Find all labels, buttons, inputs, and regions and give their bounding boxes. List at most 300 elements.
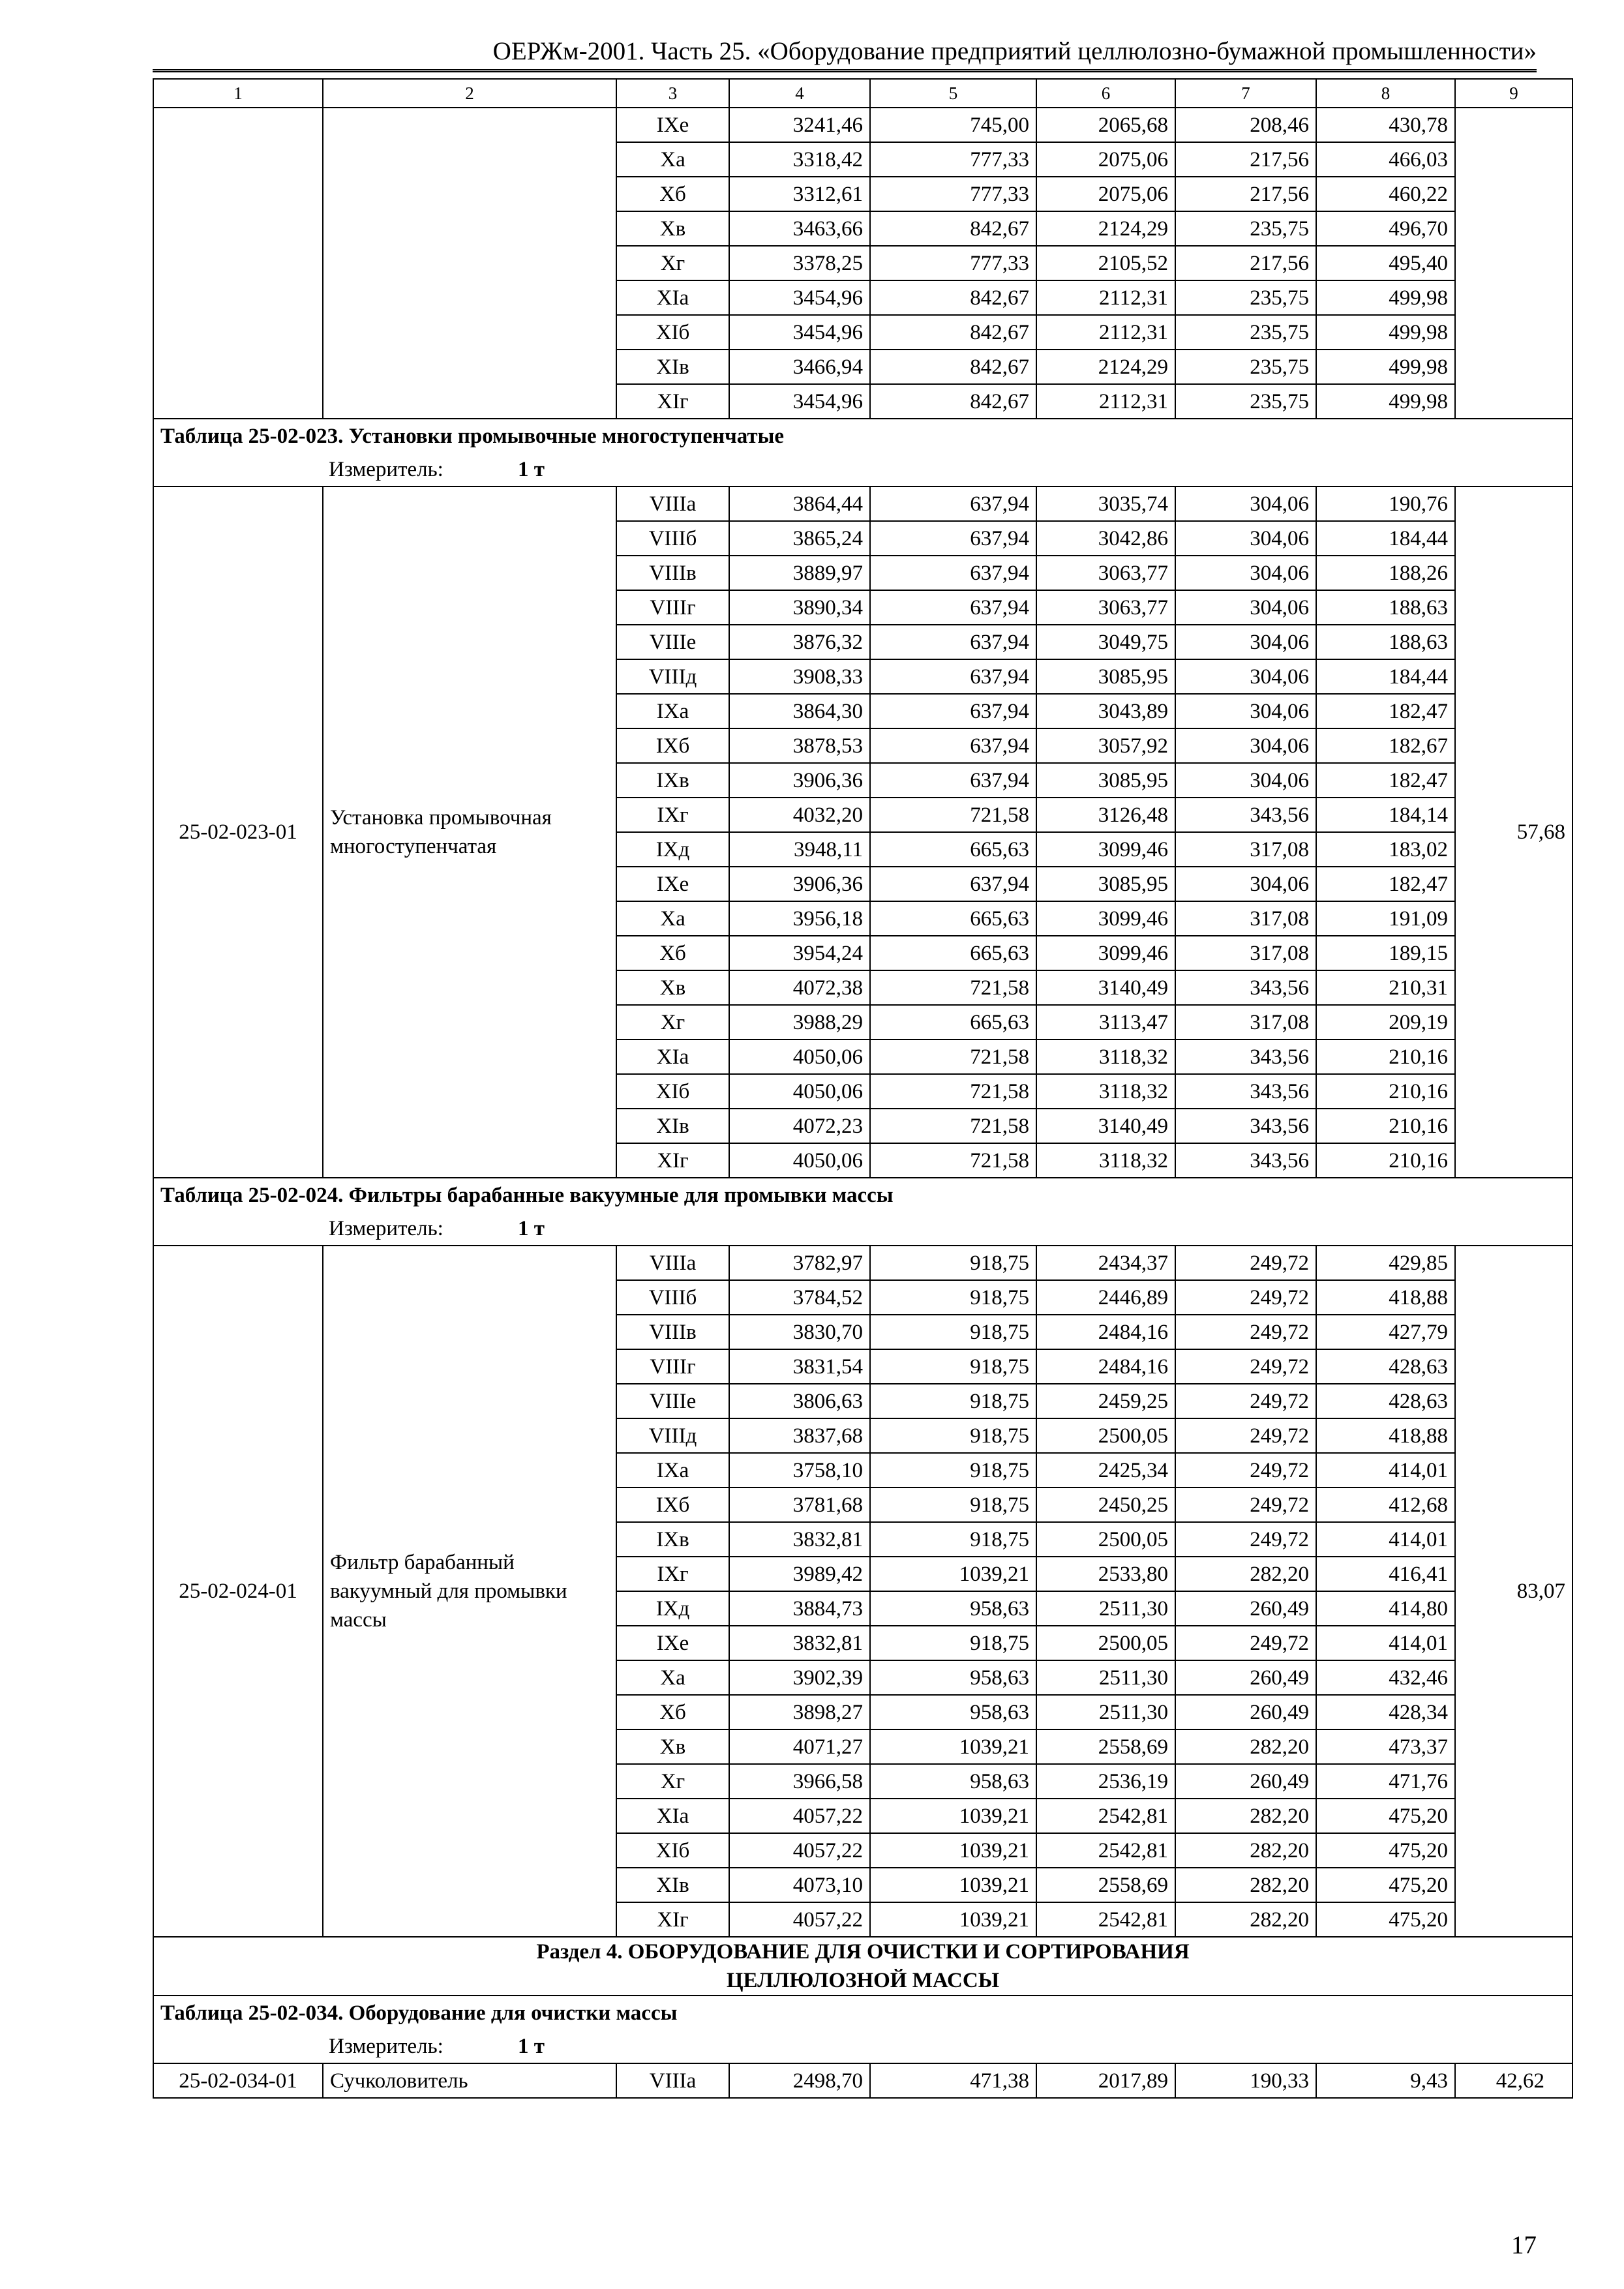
- measure-label: Измеритель:: [329, 1216, 444, 1240]
- value-cell: 3989,42: [729, 1557, 870, 1591]
- value-cell: 3140,49: [1036, 970, 1175, 1005]
- value-cell: 412,68: [1316, 1488, 1455, 1522]
- value-cell: 249,72: [1175, 1280, 1316, 1315]
- value-cell: 4057,22: [729, 1833, 870, 1868]
- value-cell: 745,00: [870, 108, 1036, 142]
- value-cell: 3042,86: [1036, 521, 1175, 556]
- value-cell: 3035,74: [1036, 486, 1175, 521]
- value-cell: 958,63: [870, 1591, 1036, 1626]
- value-cell: 343,56: [1175, 1143, 1316, 1178]
- value-cell: 3758,10: [729, 1453, 870, 1488]
- value-cell: 414,01: [1316, 1522, 1455, 1557]
- value-cell: 1039,21: [870, 1833, 1036, 1868]
- region-cell: XIб: [616, 315, 729, 350]
- value-cell: 665,63: [870, 901, 1036, 936]
- value-cell: 427,79: [1316, 1315, 1455, 1349]
- region-cell: VIIIд: [616, 1418, 729, 1453]
- value-cell: 721,58: [870, 1040, 1036, 1074]
- value-cell: 2450,25: [1036, 1488, 1175, 1522]
- value-cell: 414,80: [1316, 1591, 1455, 1626]
- value-cell: 3806,63: [729, 1384, 870, 1418]
- value-cell: 918,75: [870, 1488, 1036, 1522]
- value-cell: 495,40: [1316, 246, 1455, 280]
- measure-cell: [153, 453, 1572, 486]
- column-number: 9: [1455, 79, 1572, 108]
- value-cell: 4072,38: [729, 970, 870, 1005]
- value-cell: 3889,97: [729, 556, 870, 590]
- value-cell: 842,67: [870, 280, 1036, 315]
- table-title: Таблица 25-02-023. Установки промывочные многоступенчатые: [153, 419, 1572, 453]
- value-cell: 182,47: [1316, 694, 1455, 728]
- value-cell: 842,67: [870, 315, 1036, 350]
- value-cell: 3099,46: [1036, 832, 1175, 867]
- value-cell: 249,72: [1175, 1453, 1316, 1488]
- table-title-row: [153, 1178, 1572, 1212]
- region-cell: VIIIа: [616, 2063, 729, 2098]
- rate-code: 25-02-034-01: [153, 2063, 323, 2098]
- column-number: 5: [870, 79, 1036, 108]
- value-cell: 637,94: [870, 625, 1036, 659]
- value-cell: 2105,52: [1036, 246, 1175, 280]
- value-cell: 3118,32: [1036, 1143, 1175, 1178]
- value-cell: 2459,25: [1036, 1384, 1175, 1418]
- value-cell: 3832,81: [729, 1626, 870, 1660]
- value-cell: 3864,44: [729, 486, 870, 521]
- value-cell: 721,58: [870, 1143, 1036, 1178]
- value-cell: 430,78: [1316, 108, 1455, 142]
- section-heading-row: [153, 1937, 1572, 1996]
- value-cell: 182,47: [1316, 763, 1455, 798]
- value-cell: 637,94: [870, 590, 1036, 625]
- region-cell: IXв: [616, 763, 729, 798]
- region-cell: VIIIб: [616, 521, 729, 556]
- value-cell: 3966,58: [729, 1764, 870, 1799]
- measure-value: 1 т: [518, 1216, 545, 1240]
- value-cell: 3782,97: [729, 1246, 870, 1280]
- value-cell: 475,20: [1316, 1902, 1455, 1937]
- region-cell: IXг: [616, 1557, 729, 1591]
- value-cell: 3898,27: [729, 1695, 870, 1729]
- value-cell: 3454,96: [729, 315, 870, 350]
- value-cell: 918,75: [870, 1418, 1036, 1453]
- region-cell: Xа: [616, 901, 729, 936]
- region-cell: XIа: [616, 280, 729, 315]
- value-cell: 304,06: [1175, 556, 1316, 590]
- value-cell: 2558,69: [1036, 1729, 1175, 1764]
- value-cell: 665,63: [870, 936, 1036, 970]
- region-cell: Xб: [616, 936, 729, 970]
- value-cell: 637,94: [870, 728, 1036, 763]
- value-cell: 418,88: [1316, 1280, 1455, 1315]
- value-cell: 1039,21: [870, 1729, 1036, 1764]
- value-cell: 191,09: [1316, 901, 1455, 936]
- value-cell: 918,75: [870, 1246, 1036, 1280]
- value-cell: 3057,92: [1036, 728, 1175, 763]
- value-cell: 3466,94: [729, 350, 870, 384]
- value-cell: 235,75: [1175, 350, 1316, 384]
- region-cell: Xа: [616, 142, 729, 177]
- value-cell: 2065,68: [1036, 108, 1175, 142]
- region-cell: Xг: [616, 1764, 729, 1799]
- value-cell: 343,56: [1175, 970, 1316, 1005]
- value-cell: 428,63: [1316, 1349, 1455, 1384]
- value-cell: 471,76: [1316, 1764, 1455, 1799]
- value-cell: 2558,69: [1036, 1868, 1175, 1902]
- value-cell: 958,63: [870, 1660, 1036, 1695]
- value-cell: 3126,48: [1036, 798, 1175, 832]
- col9-cell-empty: [1455, 108, 1572, 419]
- section-heading: [153, 1937, 1572, 1996]
- value-cell: 4073,10: [729, 1868, 870, 1902]
- region-cell: XIа: [616, 1040, 729, 1074]
- value-cell: 282,20: [1175, 1833, 1316, 1868]
- column-number: 6: [1036, 79, 1175, 108]
- value-cell: 3784,52: [729, 1280, 870, 1315]
- measure-label: Измеритель:: [329, 457, 444, 481]
- value-cell: 210,31: [1316, 970, 1455, 1005]
- value-cell: 637,94: [870, 556, 1036, 590]
- region-cell: XIв: [616, 1868, 729, 1902]
- value-cell: 304,06: [1175, 659, 1316, 694]
- value-cell: 416,41: [1316, 1557, 1455, 1591]
- value-cell: 235,75: [1175, 211, 1316, 246]
- value-cell: 1039,21: [870, 1868, 1036, 1902]
- value-cell: 4072,23: [729, 1109, 870, 1143]
- value-cell: 317,08: [1175, 832, 1316, 867]
- value-cell: 842,67: [870, 350, 1036, 384]
- value-cell: 3902,39: [729, 1660, 870, 1695]
- value-cell: 249,72: [1175, 1522, 1316, 1557]
- value-cell: 282,20: [1175, 1902, 1316, 1937]
- region-cell: Xв: [616, 211, 729, 246]
- value-cell: 4071,27: [729, 1729, 870, 1764]
- value-cell: 475,20: [1316, 1833, 1455, 1868]
- value-cell: 343,56: [1175, 1040, 1316, 1074]
- value-cell: 473,37: [1316, 1729, 1455, 1764]
- region-cell: IXб: [616, 728, 729, 763]
- value-cell: 1039,21: [870, 1799, 1036, 1833]
- region-cell: VIIIа: [616, 486, 729, 521]
- column-number: 3: [616, 79, 729, 108]
- value-cell: 260,49: [1175, 1764, 1316, 1799]
- value-cell: 414,01: [1316, 1626, 1455, 1660]
- value-cell: 304,06: [1175, 486, 1316, 521]
- value-cell: 282,20: [1175, 1557, 1316, 1591]
- region-cell: IXа: [616, 694, 729, 728]
- value-cell: 918,75: [870, 1384, 1036, 1418]
- region-cell: VIIIг: [616, 590, 729, 625]
- value-cell: 3463,66: [729, 211, 870, 246]
- region-cell: XIв: [616, 1109, 729, 1143]
- value-cell: 3906,36: [729, 867, 870, 901]
- column-number: 4: [729, 79, 870, 108]
- value-cell: 637,94: [870, 763, 1036, 798]
- value-cell: 3063,77: [1036, 556, 1175, 590]
- region-cell: XIа: [616, 1799, 729, 1833]
- column-number: 1: [153, 79, 323, 108]
- value-cell: 3956,18: [729, 901, 870, 936]
- value-cell: 2017,89: [1036, 2063, 1175, 2098]
- value-cell: 665,63: [870, 832, 1036, 867]
- value-cell: 3831,54: [729, 1349, 870, 1384]
- value-cell: 2511,30: [1036, 1695, 1175, 1729]
- col9-value: 83,07: [1455, 1246, 1572, 1937]
- value-cell: 249,72: [1175, 1246, 1316, 1280]
- value-cell: 188,26: [1316, 556, 1455, 590]
- value-cell: 2500,05: [1036, 1418, 1175, 1453]
- region-cell: VIIIе: [616, 625, 729, 659]
- table-title: Таблица 25-02-034. Оборудование для очистки массы: [153, 1996, 1572, 2029]
- rate-name: Установка промывочная многоступенчатая: [323, 486, 616, 1178]
- value-cell: 210,16: [1316, 1109, 1455, 1143]
- value-cell: 317,08: [1175, 1005, 1316, 1040]
- value-cell: 3118,32: [1036, 1040, 1175, 1074]
- region-cell: IXа: [616, 1453, 729, 1488]
- col9-value: 42,62: [1455, 2063, 1572, 2098]
- value-cell: 842,67: [870, 211, 1036, 246]
- value-cell: 249,72: [1175, 1418, 1316, 1453]
- region-cell: Xб: [616, 1695, 729, 1729]
- value-cell: 2446,89: [1036, 1280, 1175, 1315]
- value-cell: 3085,95: [1036, 867, 1175, 901]
- value-cell: 2075,06: [1036, 142, 1175, 177]
- region-cell: Xб: [616, 177, 729, 211]
- name-cell-empty: [323, 108, 616, 419]
- table-title-row: [153, 1996, 1572, 2029]
- value-cell: 2542,81: [1036, 1799, 1175, 1833]
- measure-cell: [153, 2029, 1572, 2063]
- value-cell: 210,16: [1316, 1074, 1455, 1109]
- value-cell: 428,34: [1316, 1695, 1455, 1729]
- value-cell: 210,16: [1316, 1040, 1455, 1074]
- value-cell: 2500,05: [1036, 1626, 1175, 1660]
- value-cell: 4050,06: [729, 1074, 870, 1109]
- value-cell: 217,56: [1175, 246, 1316, 280]
- value-cell: 2511,30: [1036, 1591, 1175, 1626]
- value-cell: 499,98: [1316, 315, 1455, 350]
- value-cell: 637,94: [870, 694, 1036, 728]
- value-cell: 4057,22: [729, 1902, 870, 1937]
- value-cell: 721,58: [870, 798, 1036, 832]
- value-cell: 3312,61: [729, 177, 870, 211]
- value-cell: 183,02: [1316, 832, 1455, 867]
- region-cell: VIIIе: [616, 1384, 729, 1418]
- value-cell: 918,75: [870, 1626, 1036, 1660]
- region-cell: XIб: [616, 1833, 729, 1868]
- value-cell: 3085,95: [1036, 659, 1175, 694]
- value-cell: 235,75: [1175, 315, 1316, 350]
- value-cell: 190,76: [1316, 486, 1455, 521]
- table-title: Таблица 25-02-024. Фильтры барабанные вакуумные для промывки массы: [153, 1178, 1572, 1212]
- value-cell: 217,56: [1175, 142, 1316, 177]
- value-cell: 432,46: [1316, 1660, 1455, 1695]
- rate-code: 25-02-023-01: [153, 486, 323, 1178]
- value-cell: 721,58: [870, 1074, 1036, 1109]
- value-cell: 3454,96: [729, 280, 870, 315]
- value-cell: 466,03: [1316, 142, 1455, 177]
- value-cell: 249,72: [1175, 1349, 1316, 1384]
- rates-table: [153, 78, 1573, 2099]
- value-cell: 304,06: [1175, 521, 1316, 556]
- value-cell: 304,06: [1175, 763, 1316, 798]
- value-cell: 637,94: [870, 486, 1036, 521]
- section-heading-line: Раздел 4. ОБОРУДОВАНИЕ ДЛЯ ОЧИСТКИ И СОРТИРОВАНИЯ: [536, 1940, 1190, 1964]
- value-cell: 3988,29: [729, 1005, 870, 1040]
- value-cell: 260,49: [1175, 1695, 1316, 1729]
- region-cell: VIIIа: [616, 1246, 729, 1280]
- value-cell: 777,33: [870, 246, 1036, 280]
- value-cell: 3781,68: [729, 1488, 870, 1522]
- value-cell: 637,94: [870, 867, 1036, 901]
- value-cell: 2542,81: [1036, 1833, 1175, 1868]
- value-cell: 958,63: [870, 1764, 1036, 1799]
- measure-cell: [153, 1212, 1572, 1246]
- region-cell: IXе: [616, 867, 729, 901]
- value-cell: 721,58: [870, 970, 1036, 1005]
- value-cell: 304,06: [1175, 590, 1316, 625]
- value-cell: 4032,20: [729, 798, 870, 832]
- value-cell: 4050,06: [729, 1143, 870, 1178]
- value-cell: 343,56: [1175, 1074, 1316, 1109]
- value-cell: 460,22: [1316, 177, 1455, 211]
- value-cell: 842,67: [870, 384, 1036, 419]
- value-cell: 2536,19: [1036, 1764, 1175, 1799]
- value-cell: 3063,77: [1036, 590, 1175, 625]
- measure-label: Измеритель:: [329, 2034, 444, 2058]
- region-cell: VIIIд: [616, 659, 729, 694]
- value-cell: 343,56: [1175, 798, 1316, 832]
- page-number: 17: [1511, 2231, 1537, 2259]
- value-cell: 3948,11: [729, 832, 870, 867]
- value-cell: 2124,29: [1036, 211, 1175, 246]
- value-cell: 777,33: [870, 177, 1036, 211]
- value-cell: 3864,30: [729, 694, 870, 728]
- value-cell: 918,75: [870, 1315, 1036, 1349]
- value-cell: 3241,46: [729, 108, 870, 142]
- region-cell: Xа: [616, 1660, 729, 1695]
- value-cell: 260,49: [1175, 1591, 1316, 1626]
- value-cell: 475,20: [1316, 1799, 1455, 1833]
- region-cell: IXб: [616, 1488, 729, 1522]
- value-cell: 9,43: [1316, 2063, 1455, 2098]
- value-cell: 235,75: [1175, 280, 1316, 315]
- measure-row: [153, 1212, 1572, 1246]
- value-cell: 282,20: [1175, 1868, 1316, 1902]
- value-cell: 3140,49: [1036, 1109, 1175, 1143]
- region-cell: IXг: [616, 798, 729, 832]
- value-cell: 471,38: [870, 2063, 1036, 2098]
- rate-name: Фильтр барабанный вакуумный для промывки массы: [323, 1246, 616, 1937]
- measure-row: [153, 453, 1572, 486]
- region-cell: Xг: [616, 1005, 729, 1040]
- value-cell: 429,85: [1316, 1246, 1455, 1280]
- region-cell: XIб: [616, 1074, 729, 1109]
- value-cell: 3954,24: [729, 936, 870, 970]
- region-cell: IXе: [616, 108, 729, 142]
- value-cell: 2484,16: [1036, 1315, 1175, 1349]
- value-cell: 304,06: [1175, 728, 1316, 763]
- value-cell: 499,98: [1316, 350, 1455, 384]
- region-cell: Xв: [616, 970, 729, 1005]
- value-cell: 918,75: [870, 1280, 1036, 1315]
- value-cell: 3837,68: [729, 1418, 870, 1453]
- value-cell: 3865,24: [729, 521, 870, 556]
- value-cell: 2112,31: [1036, 384, 1175, 419]
- value-cell: 4050,06: [729, 1040, 870, 1074]
- region-cell: Xг: [616, 246, 729, 280]
- value-cell: 2075,06: [1036, 177, 1175, 211]
- region-cell: Xв: [616, 1729, 729, 1764]
- value-cell: 418,88: [1316, 1418, 1455, 1453]
- value-cell: 317,08: [1175, 936, 1316, 970]
- value-cell: 918,75: [870, 1349, 1036, 1384]
- value-cell: 2425,34: [1036, 1453, 1175, 1488]
- value-cell: 3049,75: [1036, 625, 1175, 659]
- value-cell: 499,98: [1316, 384, 1455, 419]
- value-cell: 4057,22: [729, 1799, 870, 1833]
- value-cell: 208,46: [1175, 108, 1316, 142]
- table-row: [153, 2063, 1572, 2098]
- value-cell: 249,72: [1175, 1488, 1316, 1522]
- value-cell: 217,56: [1175, 177, 1316, 211]
- value-cell: 958,63: [870, 1695, 1036, 1729]
- value-cell: 182,47: [1316, 867, 1455, 901]
- value-cell: 2434,37: [1036, 1246, 1175, 1280]
- measure-row: [153, 2029, 1572, 2063]
- value-cell: 188,63: [1316, 625, 1455, 659]
- value-cell: 260,49: [1175, 1660, 1316, 1695]
- section-heading-line: ЦЕЛЛЮЛОЗНОЙ МАССЫ: [726, 1969, 1000, 1992]
- value-cell: 637,94: [870, 521, 1036, 556]
- value-cell: 282,20: [1175, 1729, 1316, 1764]
- value-cell: 304,06: [1175, 867, 1316, 901]
- value-cell: 637,94: [870, 659, 1036, 694]
- region-cell: IXв: [616, 1522, 729, 1557]
- value-cell: 3876,32: [729, 625, 870, 659]
- value-cell: 475,20: [1316, 1868, 1455, 1902]
- value-cell: 3085,95: [1036, 763, 1175, 798]
- value-cell: 918,75: [870, 1453, 1036, 1488]
- region-cell: VIIIв: [616, 556, 729, 590]
- value-cell: 3099,46: [1036, 936, 1175, 970]
- value-cell: 2500,05: [1036, 1522, 1175, 1557]
- rate-name: Сучколовитель: [323, 2063, 616, 2098]
- value-cell: 209,19: [1316, 1005, 1455, 1040]
- column-number-row: [153, 79, 1572, 108]
- value-cell: 184,44: [1316, 521, 1455, 556]
- value-cell: 3118,32: [1036, 1074, 1175, 1109]
- value-cell: 235,75: [1175, 384, 1316, 419]
- value-cell: 777,33: [870, 142, 1036, 177]
- value-cell: 3830,70: [729, 1315, 870, 1349]
- value-cell: 2124,29: [1036, 350, 1175, 384]
- region-cell: IXд: [616, 1591, 729, 1626]
- value-cell: 210,16: [1316, 1143, 1455, 1178]
- column-number: 7: [1175, 79, 1316, 108]
- value-cell: 2498,70: [729, 2063, 870, 2098]
- region-cell: VIIIв: [616, 1315, 729, 1349]
- value-cell: 249,72: [1175, 1626, 1316, 1660]
- region-cell: IXд: [616, 832, 729, 867]
- value-cell: 3378,25: [729, 246, 870, 280]
- measure-value: 1 т: [518, 2034, 545, 2058]
- region-cell: XIг: [616, 1902, 729, 1937]
- table-title-row: [153, 419, 1572, 453]
- value-cell: 190,33: [1175, 2063, 1316, 2098]
- value-cell: 184,44: [1316, 659, 1455, 694]
- value-cell: 3454,96: [729, 384, 870, 419]
- value-cell: 317,08: [1175, 901, 1316, 936]
